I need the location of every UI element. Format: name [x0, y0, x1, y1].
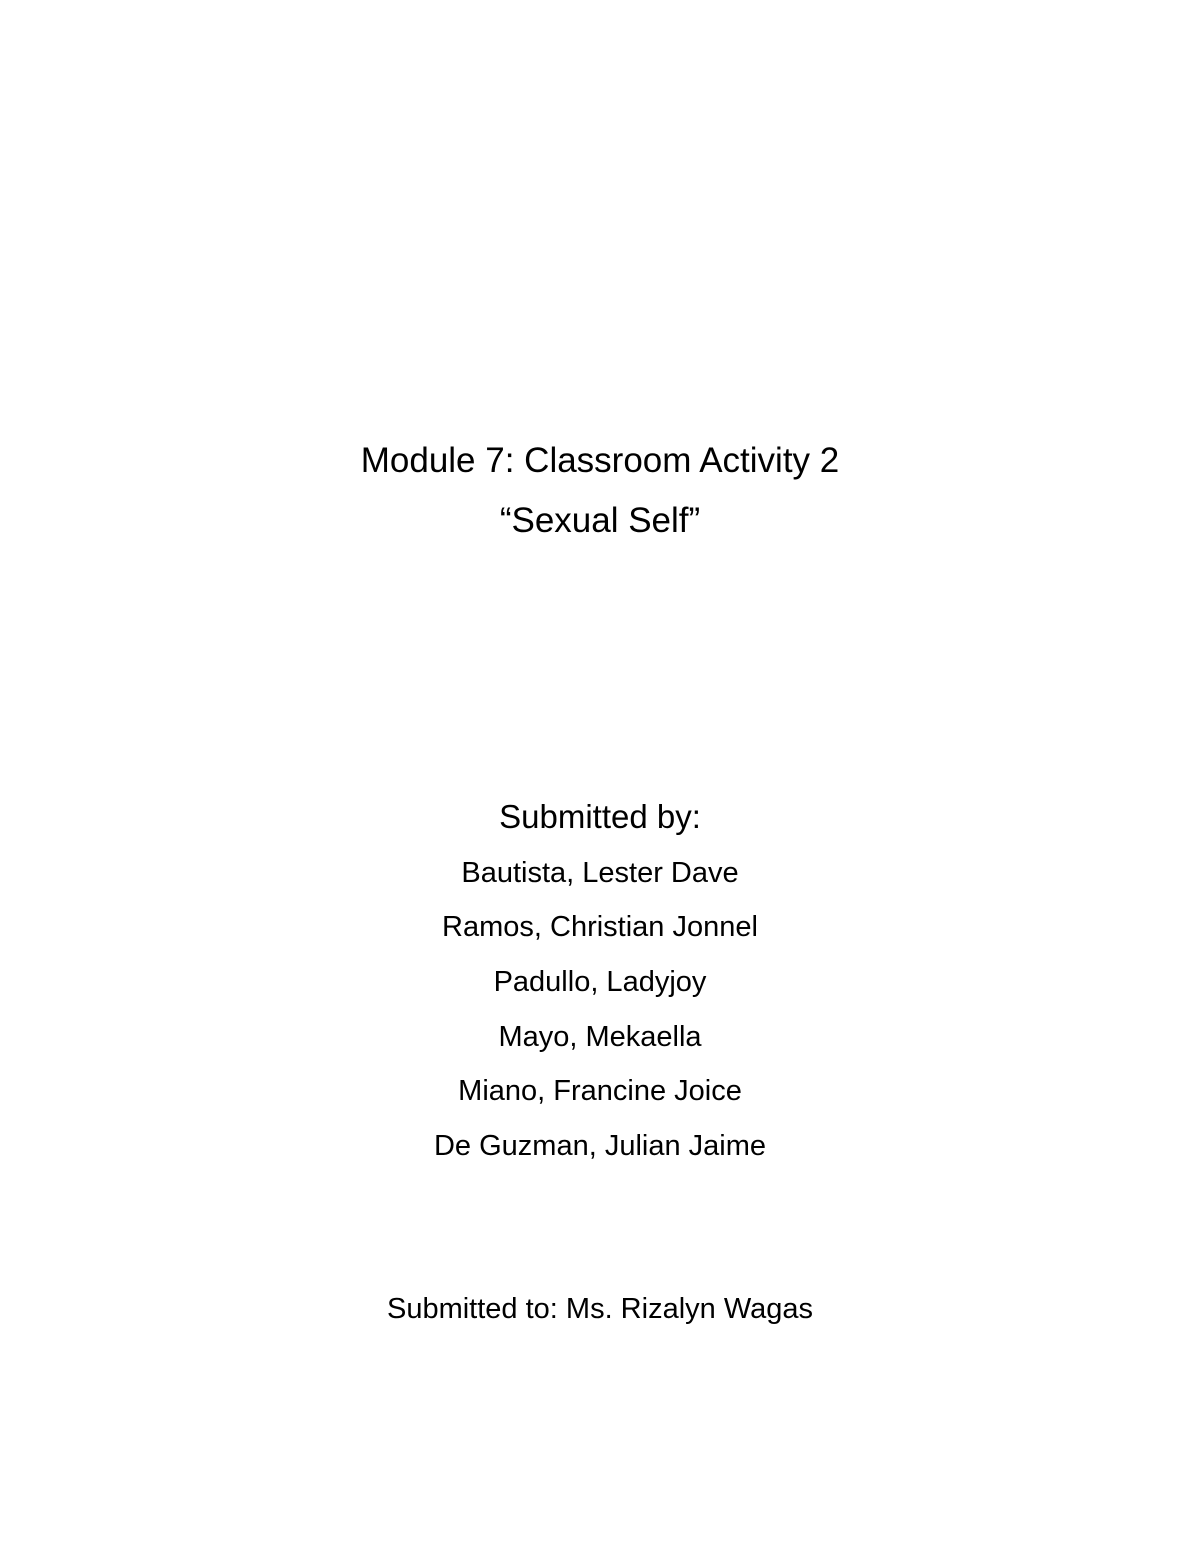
submitted-to: Submitted to: Ms. Rizalyn Wagas: [386, 1293, 814, 1325]
document-subtitle: “Sexual Self”: [499, 501, 701, 540]
member-name: De Guzman, Julian Jaime: [433, 1130, 767, 1162]
member-name: Ramos, Christian Jonnel: [442, 911, 758, 943]
submitted-by-label: Submitted by:: [499, 798, 701, 835]
member-name: Bautista, Lester Dave: [461, 857, 739, 889]
member-name: Padullo, Ladyjoy: [493, 966, 707, 998]
member-name: Mayo, Mekaella: [498, 1021, 702, 1053]
member-name: Miano, Francine Joice: [458, 1075, 742, 1107]
document-title: Module 7: Classroom Activity 2: [360, 441, 840, 480]
